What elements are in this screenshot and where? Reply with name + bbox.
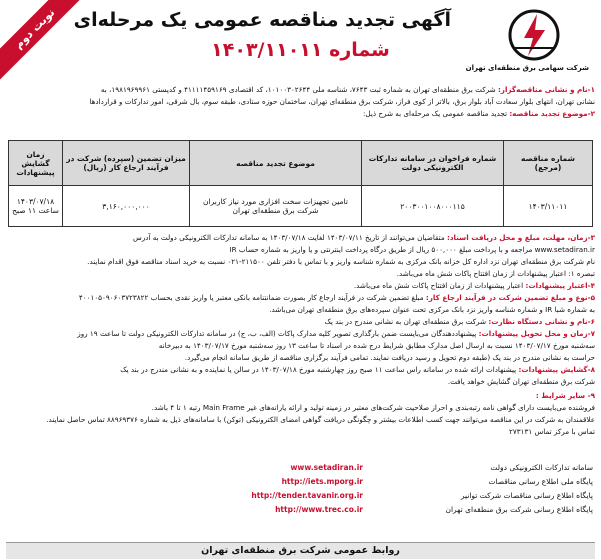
section-9-line-3 [6, 426, 595, 437]
list-item [8, 490, 593, 501]
section-8-text-2: شرکت برق منطقه‌ای تهران گشایش خواهد یافت. [447, 377, 595, 386]
table-row [9, 186, 593, 227]
section-3-text-3: نام شرکت برق منطقه‌ای تهران نزد اداره کل خزانه بانک مرکزی به شماره شناسه واریز و با تماس با دفتر تلفن ۲۱۱۵۰۰-۰۲۱ نسبت به خرید اسناد مناقصه فوق اقدام نمایند. [87, 257, 595, 266]
section-1-text-1: شرکت برق منطقه‌ای تهران به شماره ثبت ۷۶۴۳، شناسه ملی ۱۰۱۰۰۳۰۲۶۴۴، کد اقتصادی ۴۱۱۱۱۴۵۹۱۶۹ و کدپستی ۱۹۸۱۹۶۹۹۶۱، به [100, 85, 496, 94]
table-header-row [9, 141, 593, 186]
section-2-text: تجدید مناقصه عمومی یک مرحله‌ای به شرح ذیل: [363, 109, 508, 118]
notice-title: آگهی تجدید مناقصه عمومی یک مرحله‌ای [73, 9, 451, 31]
table-header: موضوع تجدید مناقصه [190, 141, 362, 186]
section-7-text-3: حراست به نشانی مندرج در بند یک (طبقه دوم تحویل و رسید دریافت نمایند. تمامی فرآیند برگزاری مناقصه از طریق سامانه انجام می‌گیرد. [184, 353, 595, 362]
section-3-text-4: تبصره ۱: اعتبار پیشنهادات از زمان افتتاح پاکات شش ماه می‌باشد. [396, 269, 595, 278]
list-item [8, 504, 593, 515]
link-url[interactable]: http://tender.tavanir.org.ir [251, 491, 363, 500]
company-logo [465, 8, 589, 78]
table-cell: ۲۰۰۳۰۰۱۰۰۸۰۰۰۱۱۵ [362, 186, 504, 227]
section-1-line-1 [6, 84, 595, 95]
section-7-line-1 [6, 328, 595, 339]
power-logo-icon [504, 8, 564, 62]
section-5-line-2 [6, 304, 595, 315]
section-6-text: شرکت برق منطقه‌ای تهران به نشانی مندرج در بند یک [324, 317, 487, 326]
section-7-text-2: سه‌شنبه مورخ ۱۴۰۳/۰۷/۱۷ نسبت به ارسال اصل مدارک مطابق شرایط درج شده در اسناد تا ساعت ۱۳ روز سه‌شنبه مورخ ۱۴۰۳/۰۷/۱۷ به دبیرخانه [158, 341, 595, 350]
section-9-text-1: فروشنده می‌بایست دارای گواهی نامه رتبه‌بندی و احراز صلاحیت شرکت‌های معتبر در زمینه تولید و ارائه یارانه‌های غیر Main Frame رتبه ۱ تا ۴ باشد. [151, 403, 595, 412]
section-9-text-2: علاقمندان به شرکت در این مناقصه می‌توانند جهت کسب اطلاعات بیشتر و چگونگی دریافت گواهی امضای الکترونیکی (توکن) با سامانه‌های ذیل به شماره ۸۸۹۶۹۳۷۶ تماس حاصل نمایند. [46, 415, 595, 424]
section-5-line-1 [6, 292, 595, 303]
section-9-heading: ۹- سایر شرایط : [535, 391, 595, 400]
link-url[interactable]: http://www.trec.co.ir [275, 505, 363, 514]
second-publication-ribbon: نوبت دوم [0, 0, 89, 83]
link-label: پایگاه اطلاع رسانی شرکت برق منطقه‌ای تهران [445, 505, 593, 514]
section-2-line [6, 108, 595, 119]
section-8-line-1 [6, 364, 595, 375]
section-8-line-2 [6, 376, 595, 387]
section-3-heading: ۳-زمان، مهلت، مبلغ و محل دریافت اسناد: [446, 233, 595, 242]
link-label: پایگاه ملی اطلاع رسانی مناقصات [488, 477, 593, 486]
section-3-text-2: www.setadiran.ir مراجعه و با پرداخت مبلغ ۵۰۰,۰۰۰ ریال از طریق درگاه پرداخت اینترنتی و یا واریز به شماره حساب IR [229, 245, 595, 254]
section-4-line [6, 280, 595, 291]
table-cell: تامین تجهیزات سخت افزاری مورد نیاز کاربران شرکت برق منطقه‌ای تهران [190, 186, 362, 227]
table-header: شماره فراخوان در سامانه تدارکات الکترونیکی دولت [362, 141, 504, 186]
reference-links [8, 462, 593, 542]
section-8-heading: ۸-گشایش پیشنهادات: [518, 365, 595, 374]
section-1-heading: ۱-نام و نشانی مناقصه‌گزار: [497, 85, 595, 94]
section-7-line-3 [6, 352, 595, 363]
table-cell: ۱۴۰۳/۱۱۰۱۱ [504, 186, 593, 227]
section-1-text-2: نشانی تهران، انتهای بلوار سعادت آباد بلوار برق، بالاتر از کوی فراز، شرکت برق منطقه‌ای تهران، ساختمان حوزه ستادی، طبقه سوم، بال شرقی، امور تدارکات و قراردادها [89, 97, 595, 106]
tender-table [8, 140, 593, 227]
link-url[interactable]: http://iets.mporg.ir [281, 477, 363, 486]
section-3-line-3 [6, 256, 595, 267]
section-9-line-0 [6, 390, 595, 401]
section-6-line [6, 316, 595, 327]
section-2-heading: ۲-موضوع تجدید مناقصه: [509, 109, 595, 118]
section-3-line-2 [6, 244, 595, 255]
table-cell: ۱۴۰۳/۰۷/۱۸ ساعت ۱۱ صبح [9, 186, 63, 227]
section-7-heading: ۷-زمان و محل تحویل پیشنهادات: [478, 329, 595, 338]
section-4-text: اعتبار پیشنهادات از زمان افتتاح پاکات شش ماه می‌باشد. [353, 281, 524, 290]
notice-number: شماره ۱۴۰۳/۱۱۰۱۱ [211, 39, 390, 61]
section-3-line-4 [6, 268, 595, 279]
section-9-text-3: تماس با مرکز تماس ۲۷۳۱۳۱ [509, 427, 595, 436]
section-8-text-1: پیشنهادات ارائه شده در سامانه راس ساعت ۱۱ صبح روز چهارشنبه مورخ ۱۴۰۳/۰۷/۱۸ در سالن یا نماینده و به نشانی مندرج در بند یک [120, 365, 517, 374]
section-5-text-2: به شماره شبا IR و شماره شناسه واریز نزد بانک مرکزی تحت عنوان سپرده‌های برق منطقه‌ای تهران می‌باشد. [269, 305, 595, 314]
section-5-text-1: مبلغ تضمین شرکت در فرآیند ارجاع کار بصورت ضمانتنامه بانکی معتبر یا واریز نقدی بحساب ۴۰۰۱۰۵۰۹۰۶۰۳۷۲۳۸۲۲ [78, 293, 424, 302]
section-6-heading: ۶-نام و نشانی دستگاه نظارت: [488, 317, 595, 326]
table-header: زمان گشایش پیشنهادات [9, 141, 63, 186]
section-9-line-2 [6, 414, 595, 425]
section-1-line-2 [6, 96, 595, 107]
link-label: سامانه تدارکات الکترونیکی دولت [490, 463, 593, 472]
link-label: پایگاه اطلاع رسانی مناقصات شرکت توانیر [460, 491, 593, 500]
section-7-text-1: پیشنهاددهندگان می‌بایست ضمن بارگذاری تصویر کلیه مدارک پاکات (الف، ب، ج) در سامانه تدارکات الکترونیکی دولت تا ساعت ۱۹ روز [77, 329, 477, 338]
section-3-line-1 [6, 232, 595, 243]
footer-bar: روابط عمومی شرکت برق منطقه‌ای تهران [6, 542, 595, 559]
logo-caption: شرکت سهامی برق منطقه‌ای تهران [465, 64, 589, 72]
table-cell: ۳,۱۶۰,۰۰۰,۰۰۰ [63, 186, 190, 227]
table-header: میزان تضمین (سپرده) شرکت در فرآیند ارجاع کار (ریال) [63, 141, 190, 186]
section-3-text-1: متقاضیان می‌توانند از تاریخ ۱۴۰۳/۰۷/۱۱ لغایت ۱۴۰۳/۰۷/۱۸ به سامانه تدارکات الکترونیکی دولت به آدرس [133, 233, 445, 242]
section-9-line-1 [6, 402, 595, 413]
list-item [8, 476, 593, 487]
link-url[interactable]: www.setadiran.ir [290, 463, 363, 472]
section-5-heading: ۵-نوع و مبلغ تضمین شرکت در فرآیند ارجاع کار: [425, 293, 595, 302]
section-7-line-2 [6, 340, 595, 351]
section-4-heading: ۴-اعتبار پیشنهادات: [525, 281, 595, 290]
table-header: شماره مناقصه (مرجع) [504, 141, 593, 186]
list-item [8, 462, 593, 473]
